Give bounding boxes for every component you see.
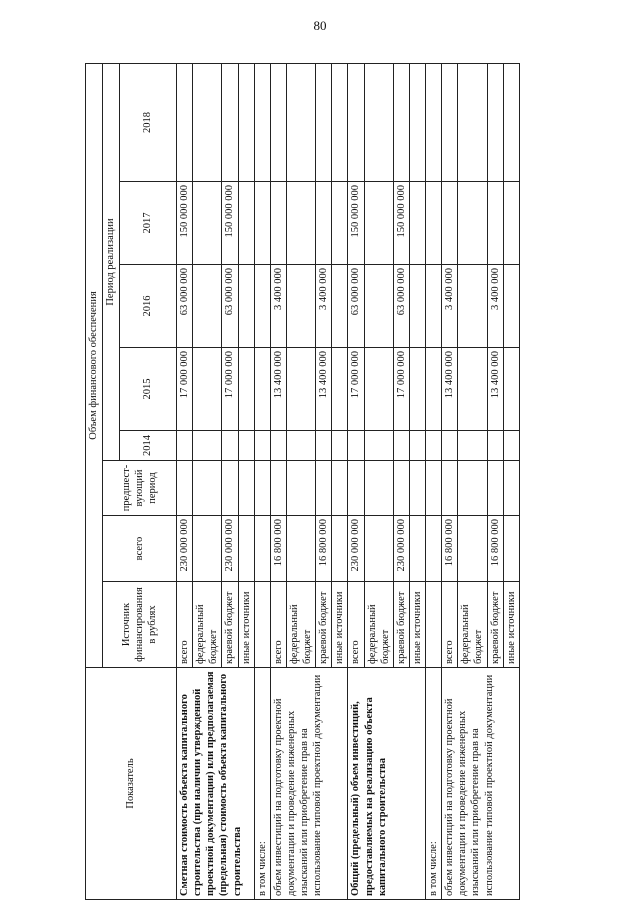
value-cell-y2018 (238, 64, 254, 182)
value-cell-y2018 (316, 64, 332, 182)
value-cell-y2015 (458, 348, 487, 431)
value-cell-y2017 (458, 182, 487, 265)
value-cell-prior (364, 461, 393, 516)
empty-cell (426, 582, 442, 668)
value-cell-y2014 (503, 431, 519, 461)
value-cell-y2014 (409, 431, 425, 461)
value-cell-y2016: 3 400 000 (316, 265, 332, 348)
value-cell-y2014 (316, 431, 332, 461)
value-cell-y2018 (332, 64, 348, 182)
indicator-cell: объем инвестиций на подготовку проектной документации и проведение инженерных изысканий или приобретение прав на использование типовой проектной документации (270, 668, 348, 900)
value-cell-total: 16 800 000 (442, 516, 458, 582)
value-cell-y2015: 17 000 000 (393, 348, 409, 431)
empty-cell (426, 516, 442, 582)
table-row (348, 64, 364, 900)
value-cell-y2015 (503, 348, 519, 431)
rotated-table-container (85, 64, 541, 900)
value-cell-prior (177, 461, 193, 516)
empty-cell (426, 182, 442, 265)
header-volume: Объем финансового обеспечения (86, 64, 103, 668)
empty-cell (254, 431, 270, 461)
value-cell-y2015: 17 000 000 (348, 348, 364, 431)
value-cell-y2018 (270, 64, 286, 182)
value-cell-y2018 (177, 64, 193, 182)
value-cell-y2014 (442, 431, 458, 461)
empty-cell (426, 265, 442, 348)
value-cell-y2018 (442, 64, 458, 182)
financing-table (85, 63, 520, 900)
source-cell: краевой бюджет (393, 582, 409, 668)
value-cell-y2018 (364, 64, 393, 182)
value-cell-prior (503, 461, 519, 516)
value-cell-y2016 (458, 265, 487, 348)
table-header (86, 64, 177, 900)
value-cell-y2015: 13 400 000 (270, 348, 286, 431)
value-cell-y2015: 13 400 000 (442, 348, 458, 431)
source-cell: федеральный бюджет (458, 582, 487, 668)
empty-cell (426, 461, 442, 516)
value-cell-y2018 (409, 64, 425, 182)
value-cell-y2014 (222, 431, 238, 461)
value-cell-y2018 (487, 64, 503, 182)
value-cell-prior (442, 461, 458, 516)
value-cell-y2017: 150 000 000 (222, 182, 238, 265)
value-cell-total (409, 516, 425, 582)
value-cell-y2015 (238, 348, 254, 431)
value-cell-y2017 (364, 182, 393, 265)
empty-cell (426, 64, 442, 182)
value-cell-y2016: 63 000 000 (177, 265, 193, 348)
value-cell-prior (332, 461, 348, 516)
empty-cell (254, 182, 270, 265)
value-cell-y2015 (364, 348, 393, 431)
source-cell: всего (270, 582, 286, 668)
value-cell-y2016 (193, 265, 222, 348)
value-cell-y2016 (409, 265, 425, 348)
value-cell-y2015: 13 400 000 (487, 348, 503, 431)
value-cell-y2015 (409, 348, 425, 431)
value-cell-y2014 (364, 431, 393, 461)
source-cell: иные источники (238, 582, 254, 668)
value-cell-y2014 (487, 431, 503, 461)
value-cell-y2016 (364, 265, 393, 348)
empty-cell (254, 265, 270, 348)
source-cell: краевой бюджет (487, 582, 503, 668)
value-cell-y2014 (332, 431, 348, 461)
header-year: 2014 (120, 431, 177, 461)
empty-cell (254, 461, 270, 516)
value-cell-y2017 (442, 182, 458, 265)
value-cell-y2014 (393, 431, 409, 461)
value-cell-prior (238, 461, 254, 516)
value-cell-y2017 (316, 182, 332, 265)
header-prior: предшест-вующий период (103, 461, 177, 516)
value-cell-y2017 (332, 182, 348, 265)
value-cell-prior (193, 461, 222, 516)
subheading-row (254, 64, 270, 900)
value-cell-y2017 (487, 182, 503, 265)
value-cell-total (364, 516, 393, 582)
header-year: 2016 (120, 265, 177, 348)
subheading-cell: в том числе: (426, 668, 442, 900)
source-cell: федеральный бюджет (286, 582, 315, 668)
value-cell-total (503, 516, 519, 582)
source-cell: всего (177, 582, 193, 668)
value-cell-prior (316, 461, 332, 516)
value-cell-prior (409, 461, 425, 516)
empty-cell (426, 431, 442, 461)
value-cell-y2016: 3 400 000 (442, 265, 458, 348)
value-cell-prior (458, 461, 487, 516)
value-cell-y2014 (193, 431, 222, 461)
value-cell-total: 230 000 000 (348, 516, 364, 582)
source-cell: всего (348, 582, 364, 668)
value-cell-y2016 (286, 265, 315, 348)
header-year: 2018 (120, 64, 177, 182)
header-year: 2015 (120, 348, 177, 431)
value-cell-prior (222, 461, 238, 516)
value-cell-total (238, 516, 254, 582)
page-number: 80 (313, 18, 327, 33)
indicator-cell: Общий (предельный) объем инвестиций, предоставляемых на реализацию объекта капитального строительства (348, 668, 426, 900)
empty-cell (426, 348, 442, 431)
value-cell-prior (286, 461, 315, 516)
value-cell-y2017: 150 000 000 (393, 182, 409, 265)
value-cell-y2016: 3 400 000 (270, 265, 286, 348)
table-row (177, 64, 193, 900)
value-cell-y2017 (286, 182, 315, 265)
header-indicator: Показатель (86, 668, 177, 900)
table-row (442, 64, 458, 900)
value-cell-total: 230 000 000 (222, 516, 238, 582)
value-cell-y2018 (458, 64, 487, 182)
value-cell-y2015: 17 000 000 (222, 348, 238, 431)
value-cell-y2015 (193, 348, 222, 431)
subheading-row (426, 64, 442, 900)
value-cell-y2017 (270, 182, 286, 265)
value-cell-y2015: 17 000 000 (177, 348, 193, 431)
value-cell-y2018 (503, 64, 519, 182)
value-cell-y2018 (193, 64, 222, 182)
value-cell-y2018 (348, 64, 364, 182)
value-cell-y2014 (177, 431, 193, 461)
value-cell-total: 16 800 000 (270, 516, 286, 582)
value-cell-total: 16 800 000 (487, 516, 503, 582)
value-cell-y2015 (286, 348, 315, 431)
source-cell: иные источники (503, 582, 519, 668)
header-year: 2017 (120, 182, 177, 265)
value-cell-y2017 (409, 182, 425, 265)
value-cell-prior (270, 461, 286, 516)
value-cell-y2014 (270, 431, 286, 461)
value-cell-y2018 (286, 64, 315, 182)
value-cell-y2017 (503, 182, 519, 265)
value-cell-y2014 (238, 431, 254, 461)
header-source: Источник финансирования в рублях (103, 582, 177, 668)
value-cell-y2017 (238, 182, 254, 265)
value-cell-total: 230 000 000 (177, 516, 193, 582)
indicator-cell: объем инвестиций на подготовку проектной документации и проведение инженерных изысканий или приобретение прав на использование типовой проектной документации (442, 668, 520, 900)
table-row (270, 64, 286, 900)
value-cell-y2016: 63 000 000 (222, 265, 238, 348)
value-cell-y2015: 13 400 000 (316, 348, 332, 431)
value-cell-y2015 (332, 348, 348, 431)
indicator-cell: Сметная стоимость объекта капитального строительства (при наличии утвержденной проектной документации) или предполагаемая (предельная) стоимость объекта капитального строительства (177, 668, 255, 900)
value-cell-y2016: 3 400 000 (487, 265, 503, 348)
value-cell-y2018 (222, 64, 238, 182)
value-cell-y2016 (503, 265, 519, 348)
value-cell-y2017 (193, 182, 222, 265)
value-cell-prior (487, 461, 503, 516)
source-cell: краевой бюджет (316, 582, 332, 668)
empty-cell (254, 582, 270, 668)
value-cell-y2016 (332, 265, 348, 348)
subheading-cell: в том числе: (254, 668, 270, 900)
value-cell-y2017: 150 000 000 (348, 182, 364, 265)
value-cell-total (193, 516, 222, 582)
table-body (177, 64, 520, 900)
value-cell-total (332, 516, 348, 582)
source-cell: иные источники (332, 582, 348, 668)
header-total: всего (103, 516, 177, 582)
value-cell-prior (393, 461, 409, 516)
value-cell-total (458, 516, 487, 582)
value-cell-y2016: 63 000 000 (393, 265, 409, 348)
header-period: Период реализации (103, 64, 120, 461)
value-cell-y2014 (348, 431, 364, 461)
source-cell: иные источники (409, 582, 425, 668)
value-cell-total: 230 000 000 (393, 516, 409, 582)
value-cell-prior (348, 461, 364, 516)
source-cell: краевой бюджет (222, 582, 238, 668)
value-cell-y2016: 63 000 000 (348, 265, 364, 348)
value-cell-total: 16 800 000 (316, 516, 332, 582)
value-cell-y2017: 150 000 000 (177, 182, 193, 265)
value-cell-y2018 (393, 64, 409, 182)
value-cell-y2014 (286, 431, 315, 461)
value-cell-y2016 (238, 265, 254, 348)
empty-cell (254, 516, 270, 582)
empty-cell (254, 64, 270, 182)
source-cell: федеральный бюджет (364, 582, 393, 668)
empty-cell (254, 348, 270, 431)
source-cell: всего (442, 582, 458, 668)
source-cell: федеральный бюджет (193, 582, 222, 668)
value-cell-total (286, 516, 315, 582)
value-cell-y2014 (458, 431, 487, 461)
